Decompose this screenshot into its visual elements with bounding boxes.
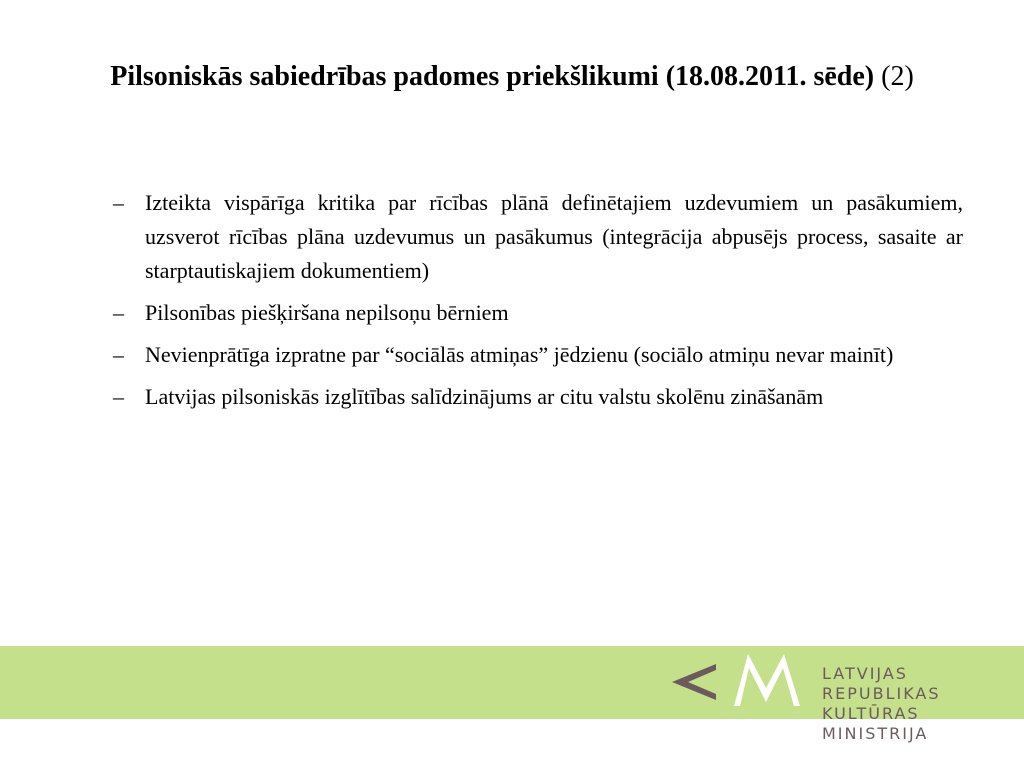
bullet-list (111, 186, 963, 422)
bullet-marker: – (113, 300, 124, 325)
ministry-name (822, 664, 1024, 744)
ministry-name-line2: KULTŪRAS MINISTRIJA (822, 704, 929, 743)
bullet-item (111, 296, 963, 330)
bullet-text: Latvijas pilsoniskās izglītības salīdzinājums ar citu valstu skolēnu zināšanām (145, 384, 824, 409)
slide-title-main: Pilsoniskās sabiedrības padomes priekšlikumi (18.08.2011. sēde) (110, 61, 875, 92)
bullet-text: Pilsonības piešķiršana nepilsoņu bērniem (145, 300, 509, 325)
bullet-text: Izteikta vispārīga kritika par rīcības plānā definētajiem uzdevumiem un pasākumiem, uzsverot rīcības plāna uzdevumus un pasākumus (integrācija abpusējs process, sasaite ar starptautiskajiem dokumentiem) (145, 190, 963, 283)
bullet-item (111, 186, 963, 288)
bullet-item (111, 338, 963, 372)
slide-title-number: (2) (874, 61, 914, 92)
bullet-marker: – (113, 190, 124, 215)
ministry-logo-icon (666, 648, 816, 716)
bullet-text: Nevienprātīga izpratne par “sociālās atmiņas” jēdzienu (sociālo atmiņu nevar mainīt) (145, 342, 894, 367)
bullet-item (111, 380, 963, 414)
slide-title (70, 58, 954, 96)
ministry-name-line1: LATVIJAS REPUBLIKAS (822, 664, 941, 703)
bullet-marker: – (113, 384, 124, 409)
bullet-marker: – (113, 342, 124, 367)
